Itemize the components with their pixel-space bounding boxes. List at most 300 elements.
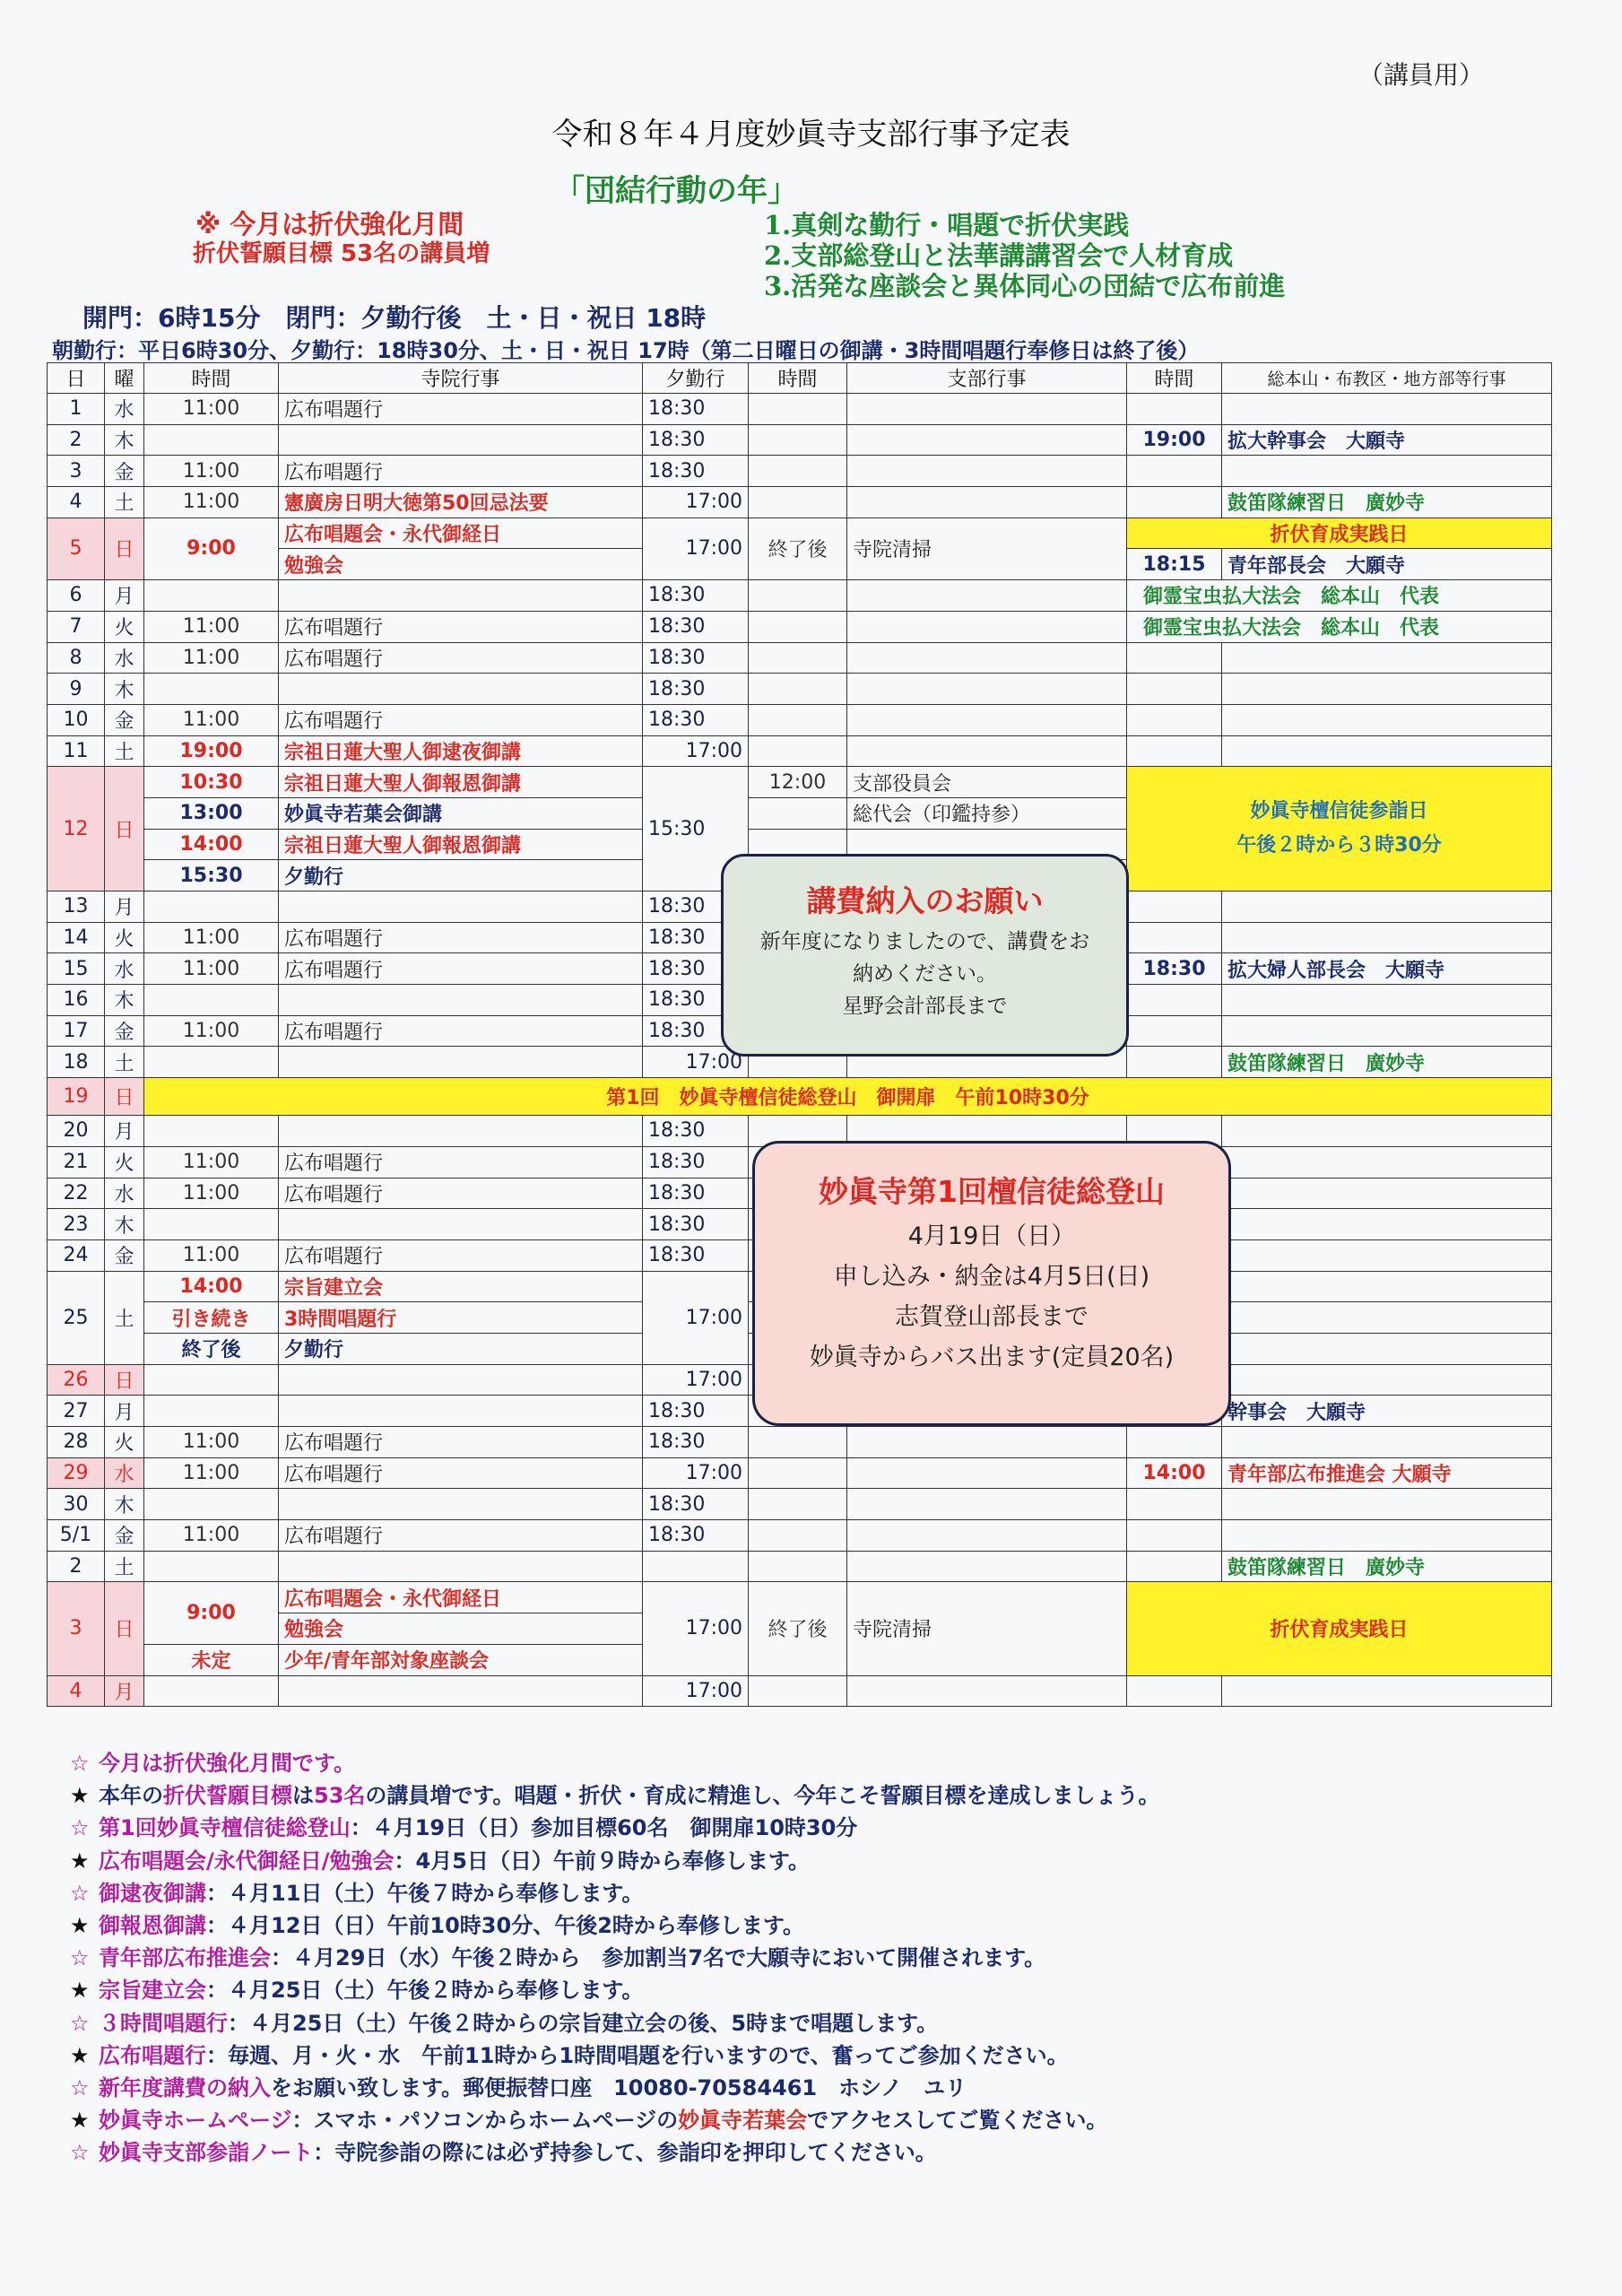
empty-cell bbox=[643, 1551, 749, 1582]
day-cell: 4 bbox=[48, 487, 105, 518]
col-weekday: 曜 bbox=[105, 363, 144, 394]
day-cell: 9 bbox=[48, 674, 105, 705]
table-row bbox=[48, 674, 1552, 705]
empty-cell bbox=[279, 580, 643, 612]
star-filled-icon: ★ bbox=[70, 1912, 90, 1938]
empty-cell bbox=[847, 394, 1127, 425]
weekday-cell: 月 bbox=[105, 1396, 144, 1427]
star-filled-icon: ★ bbox=[70, 2042, 90, 2068]
note-highlight: 広布唱題会/永代御経日/勉強会 bbox=[99, 1848, 395, 1874]
empty-cell bbox=[279, 1047, 643, 1078]
time-cell: 9:00 bbox=[144, 517, 279, 579]
regional-event-cell: 鼓笛隊練習日 廣妙寺 bbox=[1222, 1551, 1552, 1582]
weekday-cell: 土 bbox=[105, 487, 144, 518]
weekday-cell: 月 bbox=[105, 1116, 144, 1147]
weekday-cell: 日 bbox=[105, 1078, 144, 1116]
branch-event-cell: 支部役員会 bbox=[847, 767, 1127, 798]
evening-cell: 18:30 bbox=[643, 1209, 749, 1240]
list-item bbox=[70, 2104, 1159, 2136]
note-text: ：寺院参詣の際には必ず持参して、参詣印を押印してください。 bbox=[313, 2140, 937, 2166]
empty-cell bbox=[144, 985, 279, 1016]
col-evening-service: 夕勤行 bbox=[643, 363, 749, 394]
table-row bbox=[48, 517, 1552, 549]
regional-event-cell bbox=[1127, 767, 1552, 891]
table-row bbox=[48, 487, 1552, 518]
empty-cell bbox=[1127, 985, 1222, 1016]
day-cell: 21 bbox=[48, 1146, 105, 1178]
empty-cell bbox=[144, 891, 279, 923]
empty-cell bbox=[1222, 674, 1552, 705]
empty-cell bbox=[279, 1551, 643, 1582]
time-cell: 11:00 bbox=[144, 394, 279, 425]
col-regional-time: 時間 bbox=[1127, 363, 1222, 394]
empty-cell bbox=[1222, 456, 1552, 487]
empty-cell bbox=[749, 611, 847, 642]
pilgrimage-banner: 第1回 妙眞寺檀信徒総登山 御開扉 午前10時30分 bbox=[144, 1078, 1552, 1116]
event-cell: 広布唱題行 bbox=[279, 1427, 643, 1458]
evening-cell: 17:00 bbox=[643, 1364, 749, 1396]
empty-cell bbox=[1222, 1427, 1552, 1458]
empty-cell bbox=[847, 1551, 1127, 1582]
event-cell: 勉強会 bbox=[279, 549, 643, 580]
event-cell: 広布唱題行 bbox=[279, 1146, 643, 1178]
day-cell: 13 bbox=[48, 891, 105, 923]
empty-cell bbox=[1222, 985, 1552, 1016]
regional-event-cell: 拡大婦人部長会 大願寺 bbox=[1222, 953, 1552, 985]
evening-cell: 18:30 bbox=[643, 580, 749, 612]
list-item bbox=[70, 1942, 1159, 1974]
empty-cell bbox=[1127, 1015, 1222, 1047]
time-cell: 11:00 bbox=[144, 456, 279, 487]
table-row bbox=[48, 704, 1552, 735]
regional-event-cell: 拡大幹事会 大願寺 bbox=[1222, 424, 1552, 456]
evening-cell: 18:30 bbox=[643, 1520, 749, 1552]
empty-cell bbox=[847, 611, 1127, 642]
empty-cell bbox=[1127, 1520, 1222, 1552]
empty-cell bbox=[749, 1520, 847, 1552]
notes-list bbox=[70, 1747, 1159, 2169]
weekday-cell: 木 bbox=[105, 1209, 144, 1240]
note-text: ：４月19日（日）参加目標60名 御開扉10時30分 bbox=[350, 1815, 858, 1841]
day-cell: 17 bbox=[48, 1015, 105, 1047]
star-filled-icon: ★ bbox=[70, 1783, 90, 1809]
gate-hours: 開門：6時15分 閉門：夕勤行後 土・日・祝日 18時 bbox=[82, 303, 707, 333]
star-filled-icon: ★ bbox=[70, 1848, 90, 1874]
day-cell: 5/1 bbox=[48, 1520, 105, 1552]
pilgrimage-line: 申し込み・納金は4月5日(日) bbox=[833, 1263, 1150, 1291]
note-text: ：スマホ・パソコンからホームページの bbox=[291, 2108, 679, 2134]
evening-cell: 18:30 bbox=[643, 985, 749, 1016]
weekday-cell: 金 bbox=[105, 704, 144, 735]
empty-cell bbox=[1222, 1178, 1552, 1209]
evening-cell: 18:30 bbox=[643, 891, 749, 923]
day-cell: 14 bbox=[48, 922, 105, 953]
day-cell: 16 bbox=[48, 985, 105, 1016]
event-cell: 広布唱題行 bbox=[279, 1457, 643, 1489]
weekday-cell: 月 bbox=[105, 580, 144, 612]
empty-cell bbox=[144, 1209, 279, 1240]
empty-cell bbox=[847, 642, 1127, 674]
empty-cell bbox=[1222, 735, 1552, 767]
empty-cell bbox=[144, 1551, 279, 1582]
empty-cell bbox=[847, 704, 1127, 735]
day-cell: 24 bbox=[48, 1239, 105, 1271]
empty-cell bbox=[1127, 487, 1222, 518]
empty-cell bbox=[1222, 1271, 1552, 1302]
empty-cell bbox=[279, 1396, 643, 1427]
event-cell: 広布唱題行 bbox=[279, 1239, 643, 1271]
day-cell: 2 bbox=[48, 1551, 105, 1582]
evening-cell: 18:30 bbox=[643, 456, 749, 487]
note-text: は bbox=[292, 1783, 314, 1809]
table-row bbox=[48, 1457, 1552, 1489]
empty-cell bbox=[1222, 1239, 1552, 1271]
note-text: ：４月25日（土）午後２時からの宗旨建立会の後、5時まで唱題します。 bbox=[228, 2010, 939, 2036]
for-members-label: （講員用） bbox=[1358, 60, 1485, 90]
list-item bbox=[70, 1845, 1159, 1877]
empty-cell bbox=[1222, 1146, 1552, 1178]
weekday-cell: 土 bbox=[105, 1551, 144, 1582]
branch-event-cell: 総代会（印鑑持参） bbox=[847, 797, 1127, 829]
pilgrimage-title: 妙眞寺第1回檀信徒総登山 bbox=[819, 1174, 1165, 1209]
note-highlight: ３時間唱題行 bbox=[99, 2010, 228, 2036]
note-text: ：4月5日（日）午前９時から奉修します。 bbox=[394, 1848, 811, 1874]
table-row bbox=[48, 424, 1552, 456]
note-highlight: 妙眞寺ホームページ bbox=[99, 2108, 292, 2134]
branch-event-cell: 寺院清掃 bbox=[847, 517, 1127, 579]
time-cell: 11:00 bbox=[144, 1457, 279, 1489]
empty-cell bbox=[144, 1489, 279, 1520]
event-cell: 広布唱題行 bbox=[279, 704, 643, 735]
weekday-cell: 土 bbox=[105, 1047, 144, 1078]
empty-cell bbox=[1222, 922, 1552, 953]
table-row bbox=[48, 1675, 1552, 1707]
weekday-cell: 水 bbox=[105, 394, 144, 425]
col-day: 日 bbox=[48, 363, 105, 394]
day-cell: 3 bbox=[48, 1582, 105, 1675]
event-cell: 勉強会 bbox=[279, 1613, 643, 1645]
time-cell: 11:00 bbox=[144, 1239, 279, 1271]
weekday-cell: 木 bbox=[105, 424, 144, 456]
goal-notice: 折伏誓願目標 53名の講員増 bbox=[193, 240, 490, 267]
event-cell: 3時間唱題行 bbox=[279, 1302, 643, 1334]
note-text: ：４月29日（水）午後２時から 参加割当7名で大願寺において開催されます。 bbox=[271, 1945, 1046, 1971]
service-hours: 朝勤行：平日6時30分、夕勤行：18時30分、土・日・祝日 17時（第二日曜日の御講・3時間唱題行奉修日は終了後） bbox=[52, 338, 1200, 363]
weekday-cell: 水 bbox=[105, 642, 144, 674]
time-cell: 13:00 bbox=[144, 797, 279, 829]
event-cell: 広布唱題行 bbox=[279, 1520, 643, 1552]
empty-cell bbox=[1127, 704, 1222, 735]
table-row bbox=[48, 580, 1552, 612]
table-row bbox=[48, 1582, 1552, 1613]
evening-cell: 18:30 bbox=[643, 922, 749, 953]
event-cell: 広布唱題行 bbox=[279, 922, 643, 953]
day-cell: 25 bbox=[48, 1271, 105, 1364]
dues-title: 講費納入のお願い bbox=[806, 883, 1044, 918]
empty-cell bbox=[1222, 704, 1552, 735]
branch-time-cell: 12:00 bbox=[749, 767, 847, 798]
evening-cell: 18:30 bbox=[643, 1178, 749, 1209]
evening-cell: 18:30 bbox=[643, 953, 749, 985]
time-cell: 14:00 bbox=[144, 829, 279, 860]
day-cell: 4 bbox=[48, 1675, 105, 1707]
evening-cell: 15:30 bbox=[643, 767, 749, 891]
weekday-cell: 日 bbox=[105, 1364, 144, 1396]
table-row bbox=[48, 394, 1552, 425]
time-cell: 終了後 bbox=[144, 1333, 279, 1364]
empty-cell bbox=[144, 1396, 279, 1427]
empty-cell bbox=[1127, 456, 1222, 487]
weekday-cell: 火 bbox=[105, 1427, 144, 1458]
empty-cell bbox=[1222, 394, 1552, 425]
empty-cell bbox=[279, 1209, 643, 1240]
empty-cell bbox=[1222, 1489, 1552, 1520]
note-highlight: 妙眞寺支部参詣ノート bbox=[99, 2140, 314, 2166]
day-cell: 10 bbox=[48, 704, 105, 735]
event-cell: 広布唱題行 bbox=[279, 642, 643, 674]
weekday-cell: 金 bbox=[105, 1015, 144, 1047]
regional-event-cell: 鼓笛隊練習日 廣妙寺 bbox=[1222, 487, 1552, 518]
star-outline-icon: ☆ bbox=[70, 2140, 90, 2166]
col-temple-events: 寺院行事 bbox=[279, 363, 643, 394]
time-cell: 11:00 bbox=[144, 704, 279, 735]
dues-request-box bbox=[721, 854, 1129, 1057]
empty-cell bbox=[1127, 394, 1222, 425]
day-cell: 15 bbox=[48, 953, 105, 985]
regional-event-cell: 青年部広布推進会 大願寺 bbox=[1222, 1457, 1552, 1489]
empty-cell bbox=[847, 487, 1127, 518]
regional-time-cell: 19:00 bbox=[1127, 424, 1222, 456]
table-row bbox=[48, 611, 1552, 642]
time-cell: 11:00 bbox=[144, 1520, 279, 1552]
list-item bbox=[70, 1812, 1159, 1844]
day-cell: 2 bbox=[48, 424, 105, 456]
empty-cell bbox=[144, 1675, 279, 1707]
note-highlight: 宗旨建立会 bbox=[99, 1978, 206, 2004]
event-cell: 広布唱題行 bbox=[279, 953, 643, 985]
weekday-cell: 日 bbox=[105, 517, 144, 579]
day-cell: 8 bbox=[48, 642, 105, 674]
empty-cell bbox=[749, 1427, 847, 1458]
col-branch-events: 支部行事 bbox=[847, 363, 1127, 394]
event-cell: 広布唱題行 bbox=[279, 456, 643, 487]
table-row bbox=[48, 642, 1552, 674]
note-highlight: 第1回妙眞寺檀信徒総登山 bbox=[99, 1815, 351, 1841]
weekday-cell: 月 bbox=[105, 1675, 144, 1707]
time-cell: 11:00 bbox=[144, 1178, 279, 1209]
list-item bbox=[70, 1779, 1159, 1812]
evening-cell: 18:30 bbox=[643, 1396, 749, 1427]
empty-cell bbox=[1222, 1302, 1552, 1334]
event-cell: 憲廣房日明大徳第50回忌法要 bbox=[279, 487, 643, 518]
evening-cell: 18:30 bbox=[643, 424, 749, 456]
day-cell: 1 bbox=[48, 394, 105, 425]
table-row bbox=[48, 767, 1552, 798]
page-title: 令和８年４月度妙眞寺支部行事予定表 bbox=[551, 117, 1071, 152]
day-cell: 29 bbox=[48, 1457, 105, 1489]
event-cell: 広布唱題会・永代御経日 bbox=[279, 1582, 643, 1613]
col-regional-events: 総本山・布教区・地方部等行事 bbox=[1222, 363, 1552, 394]
note-text: 本年の bbox=[99, 1783, 163, 1809]
weekday-cell: 火 bbox=[105, 1146, 144, 1178]
empty-cell bbox=[1222, 891, 1552, 923]
branch-time-cell: 終了後 bbox=[749, 517, 847, 579]
empty-cell bbox=[144, 674, 279, 705]
day-cell: 22 bbox=[48, 1178, 105, 1209]
event-cell: 宗祖日蓮大聖人御逮夜御講 bbox=[279, 735, 643, 767]
empty-cell bbox=[279, 1489, 643, 1520]
empty-cell bbox=[1222, 1333, 1552, 1364]
day-cell: 28 bbox=[48, 1427, 105, 1458]
pilgrimage-box bbox=[752, 1141, 1231, 1426]
weekday-cell: 水 bbox=[105, 953, 144, 985]
empty-cell bbox=[847, 1457, 1127, 1489]
regional-event-cell: 鼓笛隊練習日 廣妙寺 bbox=[1222, 1047, 1552, 1078]
day-cell: 30 bbox=[48, 1489, 105, 1520]
empty-cell bbox=[1127, 922, 1222, 953]
time-cell: 11:00 bbox=[144, 611, 279, 642]
evening-cell: 18:30 bbox=[643, 1427, 749, 1458]
list-item bbox=[70, 1747, 1159, 1779]
empty-cell bbox=[279, 424, 643, 456]
day-cell: 5 bbox=[48, 517, 105, 579]
empty-cell bbox=[1222, 1364, 1552, 1396]
empty-cell bbox=[749, 735, 847, 767]
time-cell: 11:00 bbox=[144, 922, 279, 953]
weekday-cell: 水 bbox=[105, 1457, 144, 1489]
empty-cell bbox=[1127, 642, 1222, 674]
empty-cell bbox=[1222, 1209, 1552, 1240]
empty-cell bbox=[144, 1047, 279, 1078]
note-text: でアクセスしてご覧ください。 bbox=[807, 2108, 1108, 2134]
empty-cell bbox=[1127, 1489, 1222, 1520]
table-row bbox=[48, 1427, 1552, 1458]
table-row bbox=[48, 1520, 1552, 1552]
evening-cell: 17:00 bbox=[643, 1047, 749, 1078]
empty-cell bbox=[279, 1364, 643, 1396]
regional-time-cell: 14:00 bbox=[1127, 1457, 1222, 1489]
event-cell: 夕勤行 bbox=[279, 860, 643, 891]
empty-cell bbox=[749, 394, 847, 425]
empty-cell bbox=[749, 674, 847, 705]
regional-event-cell: 折伏育成実践日 bbox=[1127, 1582, 1552, 1675]
weekday-cell: 木 bbox=[105, 1489, 144, 1520]
time-cell: 11:00 bbox=[144, 1427, 279, 1458]
star-outline-icon: ☆ bbox=[70, 2010, 90, 2036]
event-cell: 広布唱題行 bbox=[279, 1015, 643, 1047]
evening-cell: 17:00 bbox=[643, 487, 749, 518]
time-cell: 引き続き bbox=[144, 1302, 279, 1334]
list-item bbox=[70, 2039, 1159, 2072]
empty-cell bbox=[1222, 1015, 1552, 1047]
empty-cell bbox=[144, 1116, 279, 1147]
table-row bbox=[48, 1078, 1552, 1116]
note-highlight: 御逮夜御講 bbox=[99, 1880, 206, 1906]
weekday-cell: 日 bbox=[105, 767, 144, 891]
star-outline-icon: ☆ bbox=[70, 1815, 90, 1841]
empty-cell bbox=[749, 642, 847, 674]
regional-event-cell: 青年部長会 大願寺 bbox=[1222, 549, 1552, 580]
note-text: をお願い致します。郵便振替口座 10080-70584461 ホシノ ユリ bbox=[271, 2074, 967, 2100]
empty-cell bbox=[749, 797, 847, 829]
event-cell: 広布唱題会・永代御経日 bbox=[279, 517, 643, 549]
empty-cell bbox=[847, 580, 1127, 612]
empty-cell bbox=[749, 1457, 847, 1489]
empty-cell bbox=[1222, 642, 1552, 674]
list-item bbox=[70, 1877, 1159, 1909]
time-cell: 11:00 bbox=[144, 487, 279, 518]
col-time: 時間 bbox=[144, 363, 279, 394]
day-cell: 18 bbox=[48, 1047, 105, 1078]
day-cell: 23 bbox=[48, 1209, 105, 1240]
empty-cell bbox=[847, 1427, 1127, 1458]
day-cell: 3 bbox=[48, 456, 105, 487]
weekday-cell: 金 bbox=[105, 456, 144, 487]
weekday-cell: 金 bbox=[105, 1520, 144, 1552]
empty-cell bbox=[279, 1116, 643, 1147]
evening-cell: 17:00 bbox=[643, 1675, 749, 1707]
empty-cell bbox=[1127, 1675, 1222, 1707]
list-item bbox=[70, 2072, 1159, 2104]
note-text: ：毎週、月・火・水 午前11時から1時間唱題を行いますので、奮ってご参加ください。 bbox=[206, 2042, 1069, 2068]
empty-cell bbox=[847, 1520, 1127, 1552]
empty-cell bbox=[1127, 1047, 1222, 1078]
time-cell: 11:00 bbox=[144, 1146, 279, 1178]
star-filled-icon: ★ bbox=[70, 2108, 90, 2134]
time-cell: 15:30 bbox=[144, 860, 279, 891]
policy-2: 2.支部総登山と法華講講習会で人材育成 bbox=[764, 240, 1234, 271]
empty-cell bbox=[749, 704, 847, 735]
weekday-cell: 木 bbox=[105, 985, 144, 1016]
regional-event-cell: 御霊宝虫払大法会 総本山 代表 bbox=[1127, 580, 1552, 612]
empty-cell bbox=[847, 1489, 1127, 1520]
time-cell: 9:00 bbox=[144, 1582, 279, 1644]
evening-cell: 18:30 bbox=[643, 642, 749, 674]
note-highlight: 御報恩御講 bbox=[99, 1912, 206, 1938]
list-item bbox=[70, 2007, 1159, 2039]
empty-cell bbox=[1127, 674, 1222, 705]
empty-cell bbox=[749, 424, 847, 456]
evening-cell: 18:30 bbox=[643, 674, 749, 705]
evening-cell: 18:30 bbox=[643, 1116, 749, 1147]
note-highlight: 折伏誓願目標 bbox=[163, 1783, 292, 1809]
evening-cell: 18:30 bbox=[643, 1489, 749, 1520]
event-cell: 広布唱題行 bbox=[279, 611, 643, 642]
regional-time-cell: 18:15 bbox=[1127, 549, 1222, 580]
table-row bbox=[48, 735, 1552, 767]
event-cell: 夕勤行 bbox=[279, 1333, 643, 1364]
note-highlight: 新年度講費の納入 bbox=[99, 2074, 271, 2100]
event-cell: 宗祖日蓮大聖人御報恩御講 bbox=[279, 767, 643, 798]
visit-day-title: 妙眞寺檀信徒参詣日 bbox=[1250, 800, 1428, 823]
note-text: ：４月12日（日）午前10時30分、午後2時から奉修します。 bbox=[206, 1912, 804, 1938]
empty-cell bbox=[279, 985, 643, 1016]
time-cell: 未定 bbox=[144, 1644, 279, 1675]
empty-cell bbox=[1127, 1427, 1222, 1458]
empty-cell bbox=[1222, 1116, 1552, 1147]
note-highlight: 妙眞寺若葉会 bbox=[678, 2108, 808, 2134]
empty-cell bbox=[749, 487, 847, 518]
regional-event-cell: 御霊宝虫払大法会 総本山 代表 bbox=[1127, 611, 1552, 642]
month-notice: ※ 今月は折伏強化月間 bbox=[195, 209, 464, 239]
day-cell: 27 bbox=[48, 1396, 105, 1427]
day-cell: 7 bbox=[48, 611, 105, 642]
weekday-cell: 火 bbox=[105, 922, 144, 953]
event-cell: 広布唱題行 bbox=[279, 394, 643, 425]
regional-time-cell: 18:30 bbox=[1127, 953, 1222, 985]
empty-cell bbox=[847, 456, 1127, 487]
time-cell: 14:00 bbox=[144, 1271, 279, 1302]
